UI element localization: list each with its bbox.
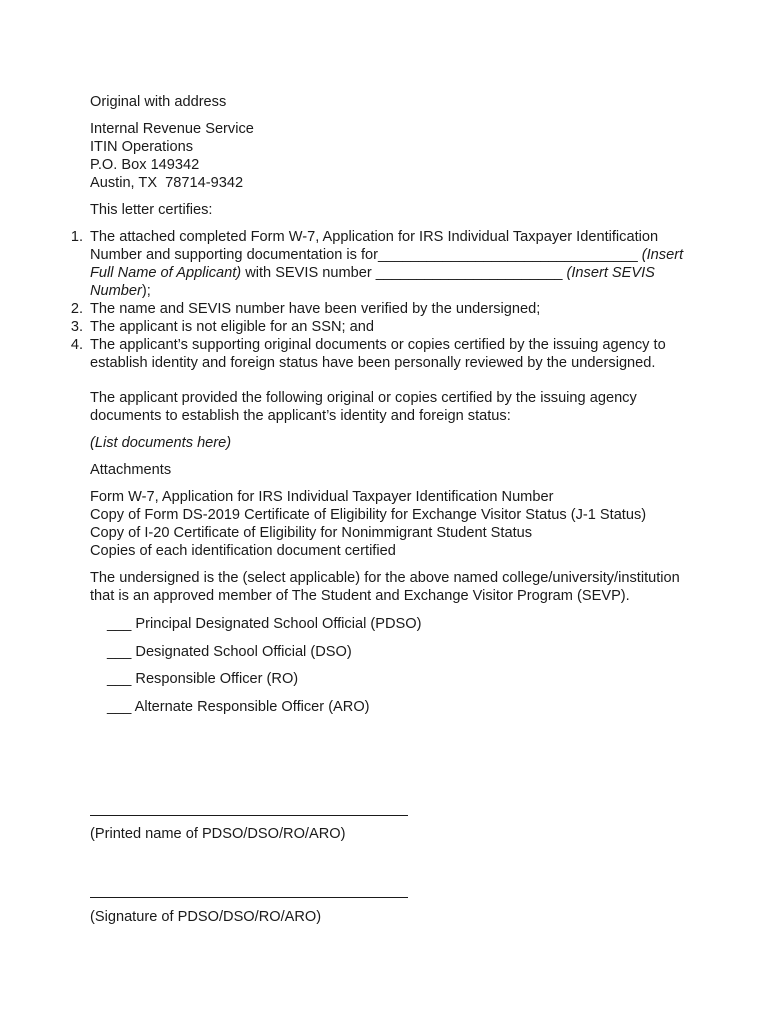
role-option-dso: ___ Designated School Official (DSO) [107, 643, 352, 660]
certification-item-3 [70, 318, 690, 336]
list-number: 3. [70, 319, 83, 335]
list-number: 1. [70, 229, 83, 245]
letter-body [70, 93, 690, 726]
certification-item-4 [70, 336, 690, 372]
certification-item-2 [70, 300, 690, 318]
sevis-number-placeholder: (Insert SEVIS Number [90, 265, 655, 299]
list-documents-placeholder [90, 434, 690, 452]
certification-item-1 [70, 228, 690, 300]
attachment-item: Copy of Form DS-2019 Certificate of Eligibility for Exchange Visitor Status (J-1 Status) [90, 507, 647, 523]
address-line: P.O. Box 149342 [90, 157, 200, 173]
cert-text: The attached completed Form W-7, Application for IRS Individual Taxpayer Identification Number and supporting documentation is for________________________________ [90, 229, 659, 263]
documents-provided-text: The applicant provided the following original or copies certified by the issuing agency documents to establish the applicant’s identity and foreign status: [90, 390, 637, 424]
signature-line [90, 897, 408, 898]
list-documents-text: (List documents here) [90, 435, 232, 451]
role-option-ro: ___ Responsible Officer (RO) [107, 671, 299, 688]
attachments-list [90, 488, 690, 560]
role-option-aro: ___ Alternate Responsible Officer (ARO) [107, 699, 370, 716]
cert-text: The name and SEVIS number have been verified by the undersigned; [90, 301, 541, 317]
attachment-item: Copies of each identification document certified [90, 543, 396, 559]
attachment-item: Copy of I-20 Certificate of Eligibility for Nonimmigrant Student Status [90, 525, 533, 541]
applicant-name-placeholder: (Insert Full Name of Applicant) [90, 247, 684, 281]
attachments-heading: Attachments [90, 462, 172, 478]
original-with-address: Original with address [90, 94, 227, 110]
cert-text: The applicant’s supporting original documents or copies certified by the issuing agency to establish identity and foreign status have been personally reviewed by the undersigned. [90, 337, 666, 371]
address-line: Internal Revenue Service [90, 121, 254, 137]
attachment-item: Form W-7, Application for IRS Individual Taxpayer Identification Number [90, 489, 554, 505]
cert-text: The applicant is not eligible for an SSN; and [90, 319, 374, 335]
printed-name-line [90, 815, 408, 816]
list-number: 2. [70, 301, 83, 317]
signature-caption: (Signature of PDSO/DSO/RO/ARO) [90, 909, 322, 925]
cert-text: ); [141, 283, 151, 299]
irs-address-block [90, 120, 690, 192]
certifies-intro: This letter certifies: [90, 202, 213, 218]
undersigned-text: The undersigned is the (select applicable) for the above named college/university/institution that is an approved member of The Student and Exchange Visitor Program (SEVP). [90, 570, 680, 604]
certification-list [70, 228, 690, 372]
printed-name-caption: (Printed name of PDSO/DSO/RO/ARO) [90, 826, 346, 842]
cert-text: with SEVIS number _______________________ [241, 265, 567, 281]
address-line: Austin, TX 78714-9342 [90, 175, 244, 191]
list-number: 4. [70, 337, 83, 353]
role-option-pdso: ___ Principal Designated School Official (PDSO) [107, 616, 422, 632]
official-role-options [107, 615, 690, 716]
address-line: ITIN Operations [90, 139, 194, 155]
